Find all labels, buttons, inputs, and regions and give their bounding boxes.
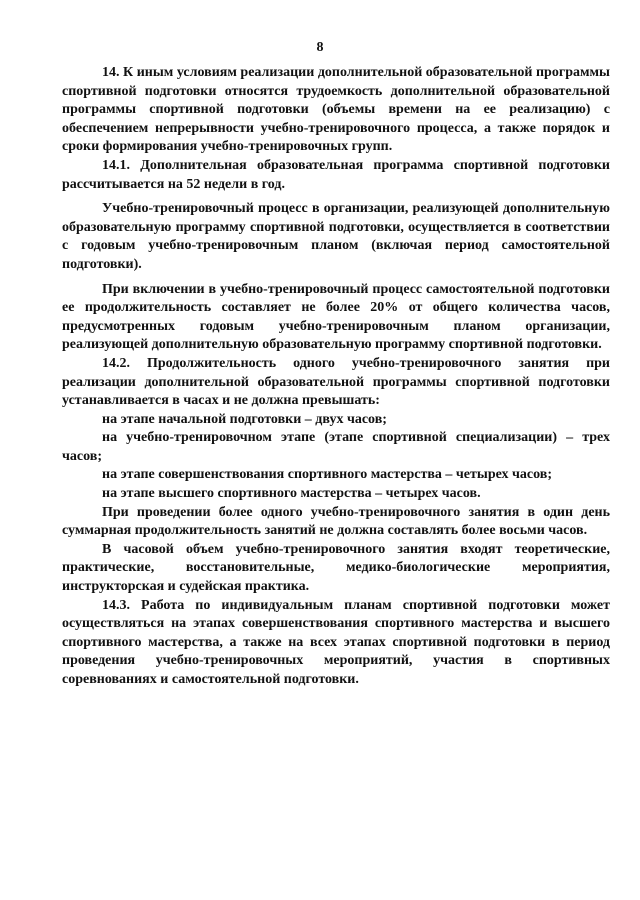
paragraph-14-1: 14.1. Дополнительная образовательная программа спортивной подготовки рассчитывается на 52 недели в год. bbox=[62, 157, 610, 192]
paragraph-hour-volume: В часовой объем учебно-тренировочного занятия входят теоретические, практические, восстановительные, медико-биологические мероприятия, инструкторская и судейская практика. bbox=[62, 541, 610, 595]
paragraph-training-process: Учебно-тренировочный процесс в организации, реализующей дополнительную образовательную программу спортивной подготовки, осуществляется в соответствии с годовым учебно-тренировочным планом (включая период самостоятельной подготовки). bbox=[62, 201, 610, 272]
list-item-highest-stage: на этапе высшего спортивного мастерства – четырех часов. bbox=[102, 486, 481, 502]
paragraph-14-2: 14.2. Продолжительность одного учебно-тренировочного занятия при реализации дополнительной образовательной программы спортивной подготовки устанавливается в часах и не должна превышать: bbox=[62, 355, 610, 409]
page-number: 8 bbox=[316, 40, 324, 55]
list-item-initial-stage: на этапе начальной подготовки – двух часов; bbox=[102, 411, 387, 427]
paragraph-14-3: 14.3. Работа по индивидуальным планам спортивной подготовки может осуществляться на этапах совершенствования спортивного мастерства и высшего спортивного мастерства, а также на всех этапах спортивной подготовки в период проведения учебно-тренировочных мероприятий, участия в спортивных соревнованиях и самостоятельной подготовки. bbox=[62, 597, 610, 687]
paragraph-14: 14. К иным условиям реализации дополнительной образовательной программы спортивной подготовки относятся трудоемкость дополнительной образовательной программы спортивной подготовки (объемы времени на ее реализацию) с обеспечением непрерывности учебно-тренировочного процесса, а также порядок и сроки формирования учебно-тренировочных групп. bbox=[62, 65, 610, 155]
paragraph-multiple-sessions: При проведении более одного учебно-тренировочного занятия в один день суммарная продолжительность занятий не должна составлять более восьми часов. bbox=[62, 504, 610, 539]
list-item-improvement-stage: на этапе совершенствования спортивного мастерства – четырех часов; bbox=[102, 467, 553, 483]
list-item-training-stage: на учебно-тренировочном этапе (этапе спортивной специализации) – трех часов; bbox=[62, 430, 610, 464]
document-body bbox=[62, 64, 610, 690]
paragraph-self-training: При включении в учебно-тренировочный процесс самостоятельной подготовки ее продолжительность составляет не более 20% от общего количества часов, предусмотренных годовым учебно-тренировочным планом организации, реализующей дополнительную образовательную программу спортивной подготовки. bbox=[62, 281, 610, 353]
